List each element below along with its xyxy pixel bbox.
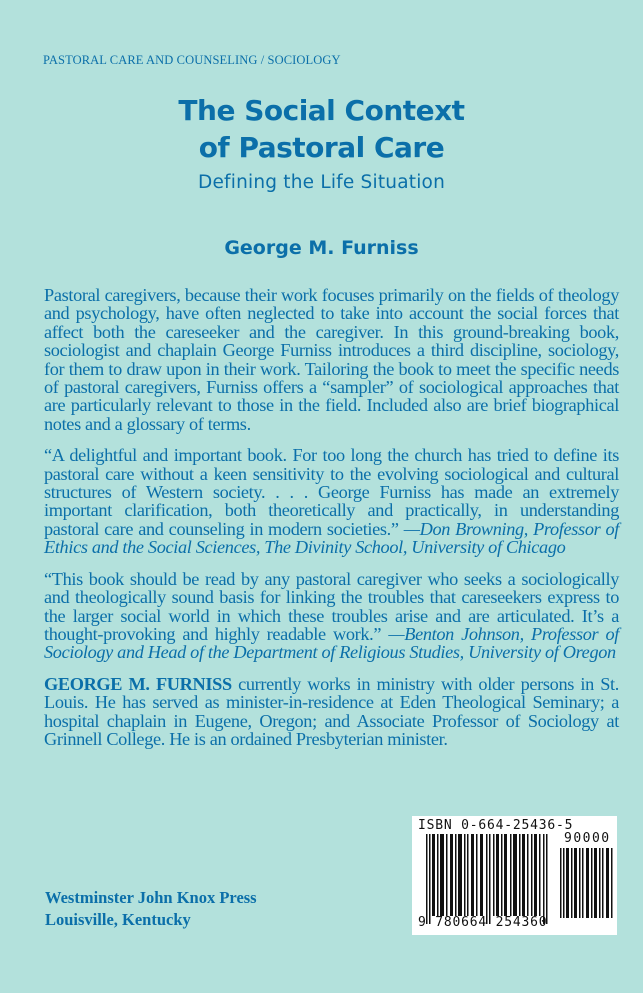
ean-bars-icon — [426, 834, 554, 924]
isbn-number: ISBN 0-664-25436-5 — [418, 818, 574, 833]
endorsement-1 — [44, 446, 619, 556]
endorsement-attribution: —Benton Johnson, Professor of Sociology and Head of the Department of Religious Studies, University of Oregon — [44, 623, 619, 663]
book-title — [0, 92, 643, 166]
description-paragraph: Pastoral caregivers, because their work focuses primarily on the fields of theology and psychology, have often neglected to take into account the social forces that affect both the careseeker and the caregiver. In this ground-breaking book, sociologist and chaplain George Furniss introduces a third discipline, sociology, for them to draw upon in their work. Tailoring the book to meet the specific needs of pastoral caregivers, Furniss offers a “sampler” of sociological approaches that are particularly relevant to those in the field. Included also are brief biographical notes and a glossary of terms. — [44, 285, 619, 434]
endorsement-2 — [44, 570, 619, 662]
author-bio — [44, 675, 619, 749]
bio-text: currently works in ministry with older persons in St. Louis. He has served as minister-in-residence at Eden Theological Seminary; a hospital chaplain in Eugene, Oregon; and Associate Professor of Sociology at Grinnell College. He is an ordained Presbyterian minister. — [44, 673, 619, 749]
ean-number: 9 780664 254360 — [418, 915, 548, 930]
publisher-name: Westminster John Knox Press — [45, 888, 257, 907]
endorsement-attribution: —Don Browning, Professor of Ethics and the Social Sciences, The Divinity School, University of Chicago — [44, 518, 619, 558]
publisher-location: Louisville, Kentucky — [45, 910, 191, 929]
book-subtitle: Defining the Life Situation — [198, 172, 445, 193]
price-bars-icon — [560, 848, 614, 918]
endorsement-quote: “A delightful and important book. For too long the church has tried to define its pastoral care without a keen sensitivity to the evolving sociological and cultural structures of Western society. . . . George Furniss has made an extremely important clarification, both theoretically and practically, in understanding pastoral care and counseling in modern societies.” — [44, 445, 619, 539]
publisher-block — [45, 887, 257, 931]
title-line-2: of Pastoral Care — [198, 131, 445, 164]
endorsement-quote: “This book should be read by any pastoral caregiver who seeks a sociologically and theologically sound basis for linking the troubles that careseekers express to the larger social world in which these troubles arise and are articulated. It’s a thought-provoking and highly readable work.” — [44, 568, 619, 644]
title-line-1: The Social Context — [178, 94, 465, 127]
isbn-barcode — [412, 816, 617, 935]
price-code: 90000 — [564, 831, 611, 846]
bio-author-name: GEORGE M. FURNISS — [44, 673, 232, 694]
author-name: George M. Furniss — [224, 237, 419, 259]
series-label: PASTORAL CARE AND COUNSELING / SOCIOLOGY — [43, 53, 341, 67]
back-cover-copy — [44, 286, 619, 761]
